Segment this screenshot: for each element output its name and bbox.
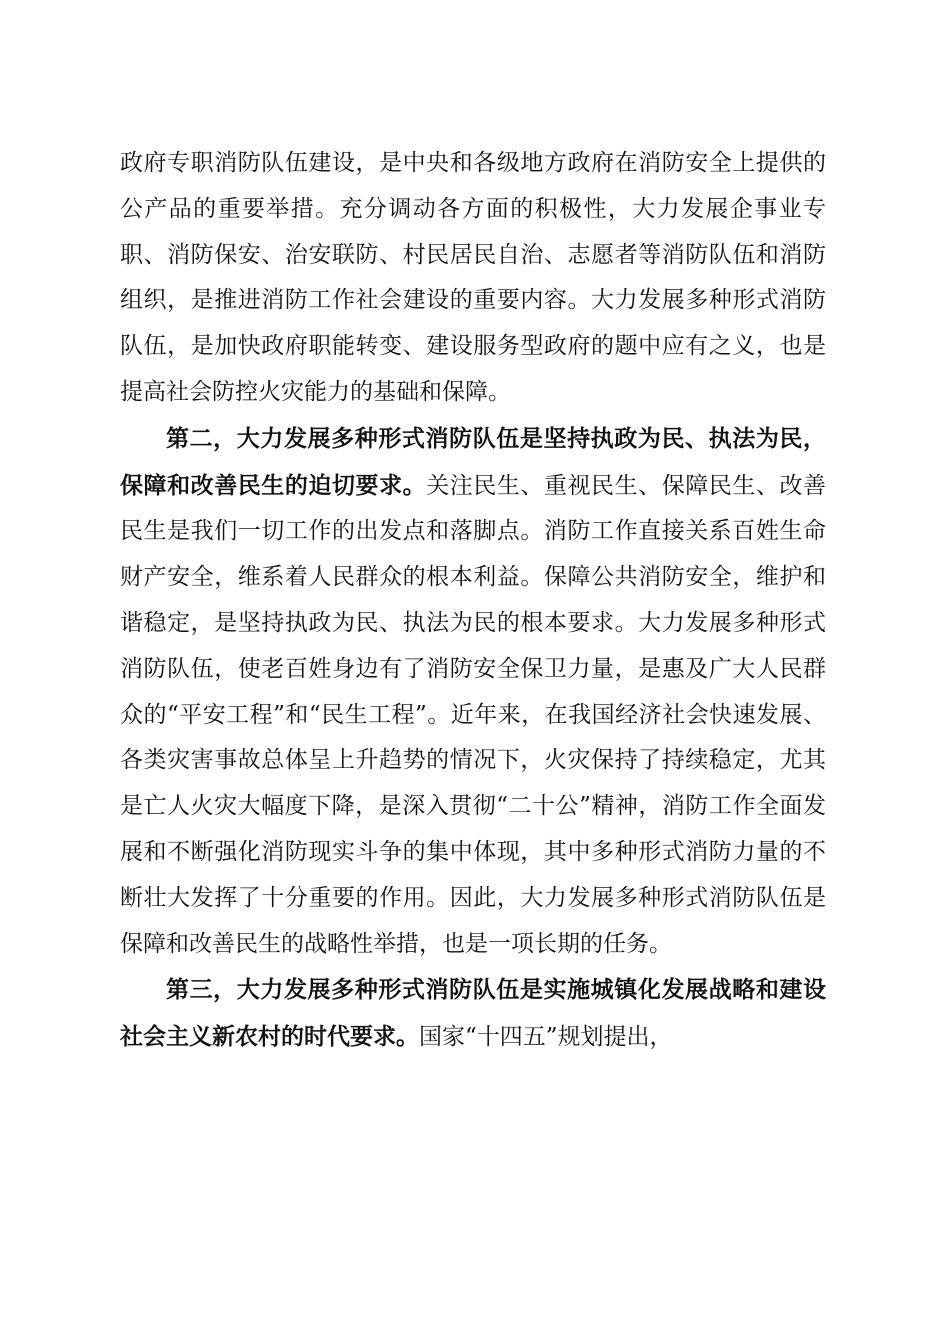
paragraph-3 xyxy=(120,967,826,1061)
paragraph-3-body: 国家“十四五”规划提出， xyxy=(419,1024,673,1051)
paragraph-2 xyxy=(120,416,826,968)
paragraph-1-body: 政府专职消防队伍建设，是中央和各级地方政府在消防安全上提供的公产品的重要举措。充分调动各方面的积极性，大力发展企事业专职、消防保安、治安联防、村民居民自治、志愿者等消防队伍和消防组织，是推进消防工作社会建设的重要内容。大力发展多种形式消防队伍，是加快政府职能转变、建设服务型政府的题中应有之义，也是提高社会防控火灾能力的基础和保障。 xyxy=(120,150,826,405)
paragraph-2-body: 关注民生、重视民生、保障民生、改善民生是我们一切工作的出发点和落脚点。消防工作直接关系百姓生命财产安全，维系着人民群众的根本利益。保障公共消防安全，维护和谐稳定，是坚持执政为民、执法为民的根本要求。大力发展多种形式消防队伍，使老百姓身边有了消防安全保卫力量，是惠及广大人民群众的“平安工程”和“民生工程”。近年来，在我国经济社会快速发展、各类灾害事故总体呈上升趋势的情况下，火灾保持了持续稳定，尤其是亡人火灾大幅度下降，是深入贯彻“二十公”精神，消防工作全面发展和不断强化消防现实斗争的集中体现，其中多种形式消防力量的不断壮大发挥了十分重要的作用。因此，大力发展多种形式消防队伍是保障和改善民生的战略性举措，也是一项长期的任务。 xyxy=(120,472,827,957)
document-page xyxy=(120,141,826,1061)
paragraph-3-lead: 第三，大力发展多种形式消防队伍是实施城镇化发展战略和建设社会主义新农村的时代要求。 xyxy=(120,976,826,1051)
paragraph-1 xyxy=(120,141,826,416)
paragraph-2-lead: 第二，大力发展多种形式消防队伍是坚持执政为民、执法为民，保障和改善民生的迫切要求。 xyxy=(120,424,826,499)
